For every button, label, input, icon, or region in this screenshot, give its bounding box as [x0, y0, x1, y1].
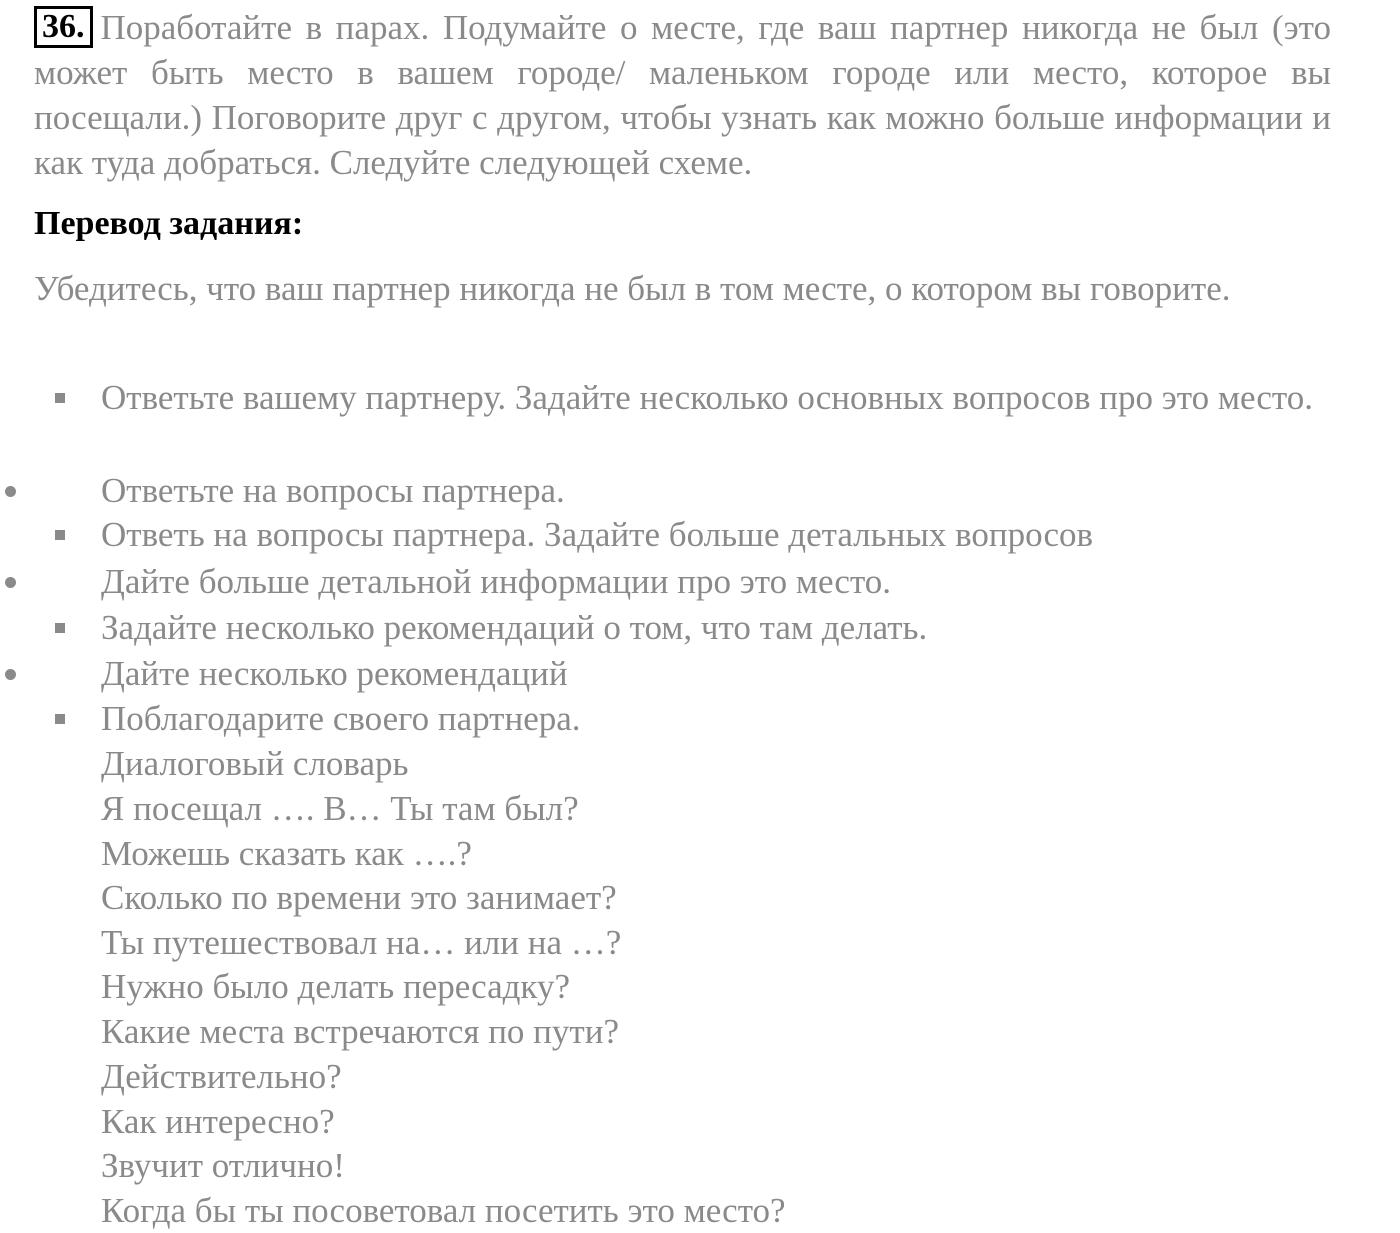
intro-paragraph: Убедитесь, что ваш партнер никогда не был в том месте, о котором вы говорите. [34, 269, 1231, 308]
round-bullet-icon [5, 669, 16, 680]
task-paragraph [34, 5, 1331, 185]
step-text: Ответьте на вопросы партнера. [101, 471, 565, 510]
square-bullet-icon [55, 623, 65, 633]
round-bullet-icon [5, 486, 16, 497]
step-text: Задайте несколько рекомендаций о том, что там делать. [101, 608, 928, 647]
round-bullet-icon [5, 577, 16, 588]
square-bullet-icon [55, 393, 65, 403]
step-text: Дайте несколько рекомендаций [101, 654, 568, 693]
step-text: Ответь на вопросы партнера. Задайте больше детальных вопросов [101, 515, 1094, 554]
square-bullet-icon [55, 714, 65, 724]
task-text: Поработайте в парах. Подумайте о месте, где ваш партнер никогда не был (это может быть место в вашем городе/ маленьком городе или место, которое вы посещали.) Поговорите друг с другом, чтобы узнать как можно больше информации и как туда добраться. Следуйте следующей схеме. [34, 8, 1331, 182]
step-text: Поблагодарите своего партнера. [101, 699, 581, 738]
step-text: Дайте больше детальной информации про это место. [101, 562, 892, 601]
translation-heading: Перевод задания: [34, 205, 304, 242]
task-number: 36. [34, 6, 93, 48]
square-bullet-icon [55, 530, 65, 540]
step-text: Ответьте вашему партнеру. Задайте несколько основных вопросов про это место. [101, 378, 1313, 417]
textbook-page: 36. Поработайте в парах. Подумайте о месте, где ваш партнер никогда не был (это может быть место в вашем городе/ маленьком городе или место, которое вы посещали.) Поговорите друг с другом, чтобы узнать как можно больше информации и как туда добраться. Следуйте следующей схеме. Перевод задания: Убедитесь, что ваш партнер никогда не был в том месте, о котором вы говорите. Ответьте вашему партнеру. Задайте несколько основных вопросов про это место. Ответьте на вопросы партнера. Ответь на вопросы партнера. Задайте больше детальных вопросов Дайте больше детальной информации про это место. Задайте несколько рекомендаций о том, что там делать. Дайте несколько рекомендаций Поблагодарите своего партнера. Диалоговый словарь Я посещал …. В… Ты там был? Можешь сказать как ….? Сколько по времени это занимает? Ты путешествовал на… или на …? Нужно было делать пересадку? Какие места встречаются по пути? Действительно? Как интересно? Звучит отлично! Когда бы ты посоветовал посетить это место? [0, 0, 1400, 1231]
